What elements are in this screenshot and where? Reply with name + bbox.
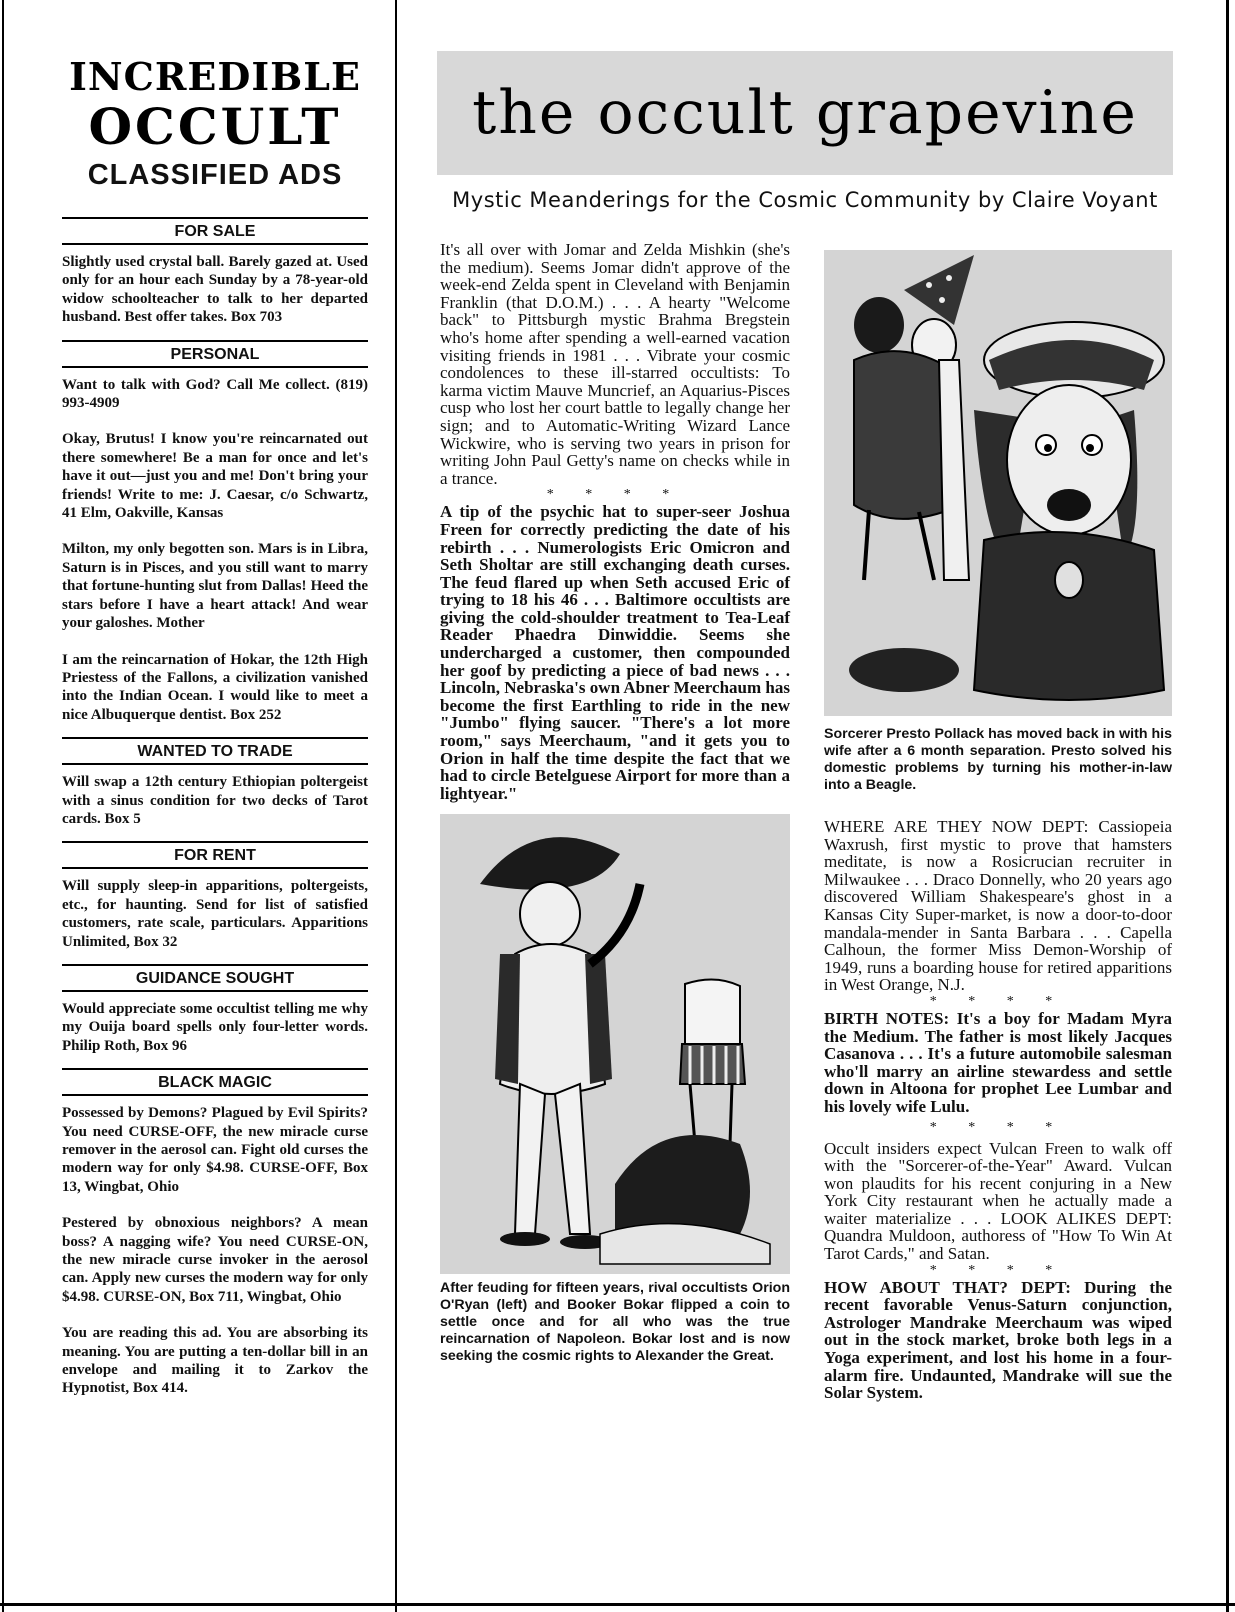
classifieds-title-line3: CLASSIFIED ADS: [87, 159, 343, 191]
grapevine-byline: Mystic Meanderings for the Cosmic Community by Claire Voyant: [452, 188, 1158, 212]
column-divider: [395, 0, 397, 1612]
napoleon-cartoon-drawing: [440, 814, 790, 1274]
section-for-rent: [62, 841, 368, 951]
article-paragraph: It's all over with Jomar and Zelda Mishkin (she's the medium). Seems Jomar didn't approve of the week-end Zelda spent in Cleveland with Benjamin Franklin (that D.O.M.) . . . A hearty "Welcome back" to Pittsburgh mystic Brahma Bregstein who's home after spending a well-earned vacation visiting friends in 1981 . . . Vibrate your cosmic condolences to these ill-starred occultists: To karma victim Mauve Muncrief, an Aquarius-Pisces cusp who lost her court battle to legally change her sign; and to Automatic-Writing Wizard Lance Wickwire, who is serving two years in prison for writing John Paul Getty's name on checks while in a trance.: [440, 240, 790, 488]
page-border-right: [1226, 0, 1229, 1612]
classified-ad: Okay, Brutus! I know you're reincarnated out there somewhere! Be a man for once and let's have it out—just you and me! Don't bring your friends! Write to me: J. Caesar, c/o Schwartz, 41 Elm, Oakville, Kansas: [62, 431, 368, 522]
section-heading: BLACK MAGIC: [62, 1070, 368, 1096]
section-heading: FOR SALE: [62, 219, 368, 245]
page-border-bottom: [0, 1603, 1235, 1606]
section-heading: PERSONAL: [62, 342, 368, 368]
classifieds-title-line2: OCCULT: [88, 97, 342, 156]
classified-ads-column: [62, 55, 368, 1411]
article-paragraph: HOW ABOUT THAT? DEPT: During the recent favorable Venus-Saturn conjunction, Astrologer Mandrake Meerchaum was wiped out in the stock market, broke both legs in a Yoga experiment, and lost his home in a four-alarm fire. Undaunted, Mandrake will sue the Solar System.: [824, 1277, 1172, 1403]
section-black-magic: [62, 1068, 368, 1398]
article-column-2: [824, 250, 1172, 1402]
classified-ad: Would appreciate some occultist telling me why my Ouija board spells only four-letter words. Philip Roth, Box 96: [62, 1000, 368, 1054]
section-heading: FOR RENT: [62, 843, 368, 869]
article-paragraph: BIRTH NOTES: It's a boy for Madam Myra the Medium. The father is most likely Jacques Casanova . . . It's a future automobile salesman who'll marry an airline stewardess and settle down in Altoona for prophet Lee Lumbar and his lovely wife Lulu.: [824, 1008, 1172, 1116]
grapevine-title-band: [437, 51, 1173, 175]
classified-ad: Want to talk with God? Call Me collect. (819) 993-4909: [62, 376, 368, 412]
napoleon-cartoon-caption: After feuding for fifteen years, rival occultists Orion O'Ryan (left) and Booker Bokar flipped a coin to settle once and for all who was the true reincarnation of Napoleon. Bokar lost and is now seeking the cosmic rights to Alexander the Great.: [440, 1280, 790, 1365]
classified-ad: I am the reincarnation of Hokar, the 12th High Priestess of the Fallons, a civilization vanished into the Indian Ocean. I would like to meet a nice Albuquerque dentist. Box 252: [62, 651, 368, 723]
grapevine-title: the occult grapevine: [472, 78, 1138, 148]
article-column-1: [440, 241, 790, 1365]
classified-ad: Will swap a 12th century Ethiopian poltergeist with a sinus condition for two decks of Tarot cards. Box 5: [62, 774, 368, 827]
classifieds-title-line1: INCREDIBLE: [69, 54, 361, 99]
section-heading: WANTED TO TRADE: [62, 739, 368, 765]
beagle-cartoon-drawing: [824, 250, 1172, 716]
classified-ad: Pestered by obnoxious neighbors? A mean boss? A nagging wife? You need CURSE-ON, the new miracle curse invoker in the aerosol can. Apply new curses the modern way for only $4.98. CURSE-ON, Box 711, Wingbat, Ohio: [62, 1215, 368, 1305]
section-for-sale: [62, 217, 368, 327]
beagle-cartoon-caption: Sorcerer Presto Pollack has moved back in with his wife after a 6 month separation. Presto solved his domestic problems by turning his mother-in-law into a Beagle.: [824, 726, 1172, 793]
section-personal: [62, 340, 368, 725]
classified-ad: Possessed by Demons? Plagued by Evil Spirits? You need CURSE-OFF, the new miracle curse remover in the aerosol can. Fight old curses the modern way for only $4.98. CURSE-OFF, Box 13, Wingbat, Ohio: [62, 1105, 368, 1195]
article-paragraph: WHERE ARE THEY NOW DEPT: Cassiopeia Waxrush, first mystic to prove that hamsters meditate, is now a Rosicrucian recruiter in Milwaukee . . . Draco Donnelly, who 20 years ago discovered William Shakespeare's ghost in a Kansas City Super-market, is now a door-to-door mandala-mender in Santa Barbara . . . Capella Calhoun, the former Miss Demon-Worship of 1949, runs a boarding house for retired apparitions in West Orange, N.J.: [824, 817, 1172, 995]
classified-ad: Will supply sleep-in apparitions, poltergeists, etc., for haunting. Send for list of satisfied customers, rate scale, particulars. Apparitions Unlimited, Box 32: [62, 878, 368, 950]
section-separator: * * * *: [929, 993, 1067, 1009]
napoleon-cartoon-illustration: [440, 814, 790, 1274]
section-separator: * * * *: [929, 1262, 1067, 1278]
section-heading: GUIDANCE SOUGHT: [62, 966, 368, 992]
section-separator: * * * *: [546, 487, 684, 503]
section-separator: * * * *: [929, 1119, 1067, 1135]
article-paragraph: A tip of the psychic hat to super-seer Joshua Freen for correctly predicting the date of his rebirth . . . Numerologists Eric Omicron and Seth Sholtar are still exchanging death curses. The feud flared up when Seth accused Eric of trying to 18 his 46 . . . Baltimore occultists are giving the cold-shoulder treatment to Tea-Leaf Reader Phaedra Dinwiddie. Seems she undercharged a customer, then compounded her goof by predicting a piece of bad news . . . Lincoln, Nebraska's own Abner Meerchaum has become the first Earthling to ride in the new "Jumbo" flying saucer. "There's a lot more room," says Meerchaum, "and it gets you to Orion in half the time despite the fact that we had to circle Betelguese Airport for more than a lightyear.": [440, 502, 790, 803]
page-border-left: [2, 0, 4, 1612]
section-guidance-sought: [62, 964, 368, 1055]
classified-ad: Milton, my only begotten son. Mars is in Libra, Saturn is in Pisces, and you still want to marry that fortune-hunting slut from Dallas! Heed the stars before I have a heart attack! And wear your galoshes. Mother: [62, 541, 368, 632]
beagle-cartoon-illustration: [824, 250, 1172, 716]
article-paragraph: Occult insiders expect Vulcan Freen to walk off with the "Sorcerer-of-the-Year" Award. Vulcan won plaudits for his recent conjuring in a New York City restaurant when he actually made a waiter materialize . . . LOOK ALIKES DEPT: Quandra Muldoon, authoress of "How To Win At Tarot Cards," and Satan.: [824, 1138, 1172, 1264]
classified-ad: You are reading this ad. You are absorbing its meaning. You are putting a ten-dollar bill in an envelope and mailing it to Zarkov the Hypnotist, Box 414.: [62, 1325, 368, 1397]
classified-ad: Slightly used crystal ball. Barely gazed at. Used only for an hour each Sunday by a 78-year-old widow schoolteacher to talk to her departed husband. Best offer takes. Box 703: [62, 254, 368, 326]
section-wanted-to-trade: [62, 737, 368, 828]
